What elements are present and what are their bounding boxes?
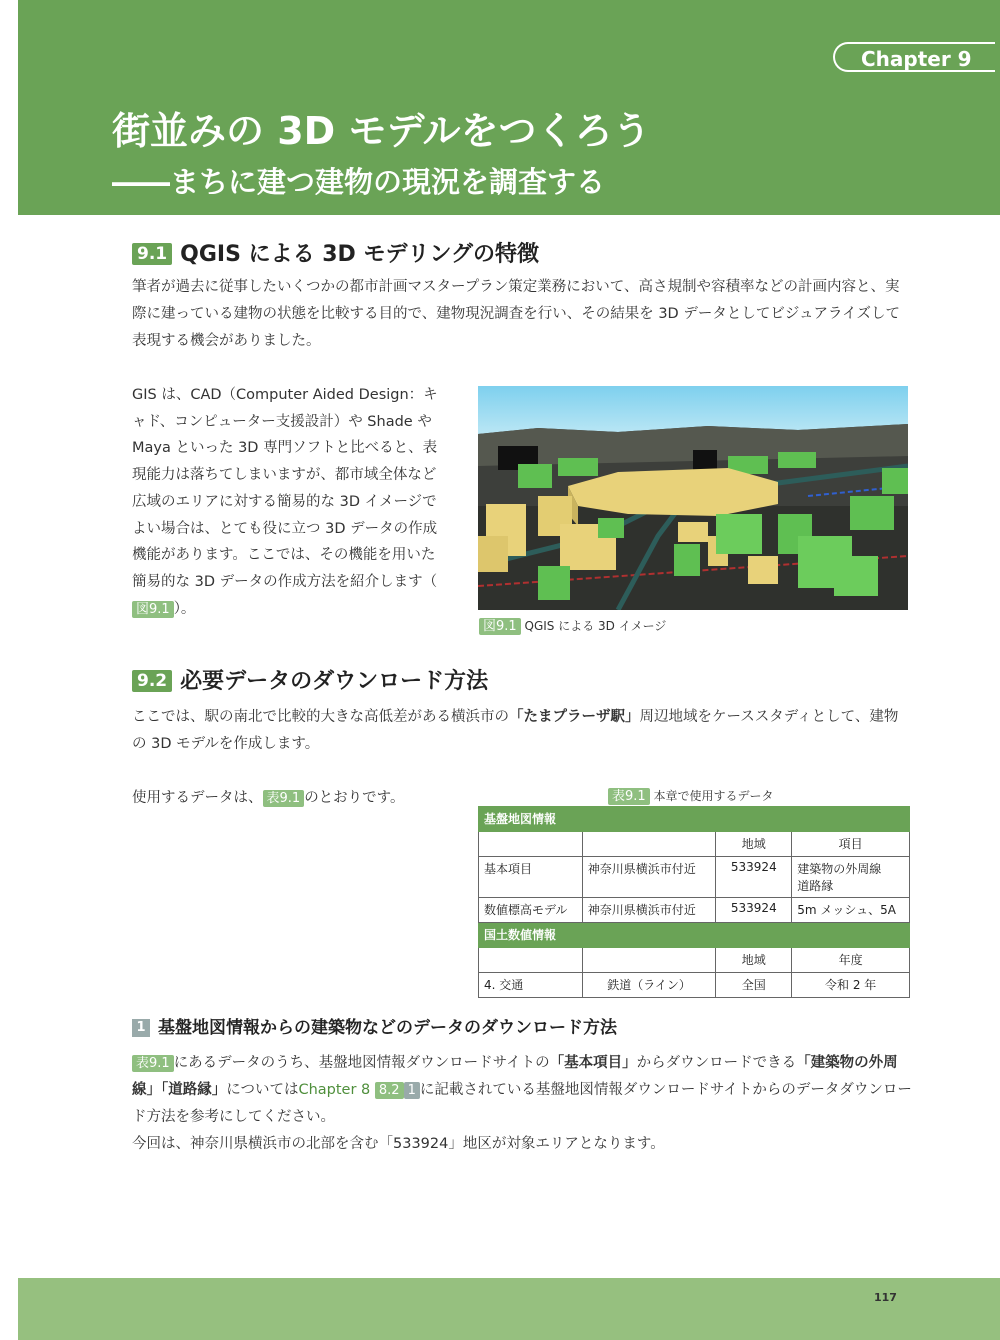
subsection-heading [132, 1013, 617, 1038]
table-cell: 神奈川県横浜市付近 [582, 857, 716, 898]
paragraph-text-last: 今回は、神奈川県横浜市の北部を含む「533924」地区が対象エリアとなります。 [132, 1136, 665, 1152]
section-reference[interactable]: 8.2 [375, 1082, 404, 1099]
table-group-heading: 基盤地図情報 [479, 807, 910, 832]
station-name: 「たまプラーザ駅」 [509, 709, 640, 725]
table-cell: 建築物の外周線 道路縁 [792, 857, 910, 898]
table-cell: 基本項目 [479, 857, 583, 898]
building-green [882, 468, 908, 494]
table-header-cell: 項目 [792, 832, 910, 857]
building-green [778, 452, 816, 468]
building-dark [693, 450, 717, 470]
chapter-reference[interactable]: Chapter 8 [298, 1082, 371, 1098]
table-row [479, 973, 910, 998]
building-yellow [478, 536, 508, 572]
figure-reference[interactable]: 図9.1 [132, 601, 174, 618]
building-green [850, 496, 894, 530]
table-cell: 5m メッシュ、5A [792, 898, 910, 923]
table-caption-text: 本章で使用するデータ [653, 789, 774, 803]
table-cell: 533924 [716, 898, 792, 923]
section-2-paragraph-1 [132, 704, 912, 758]
table-reference[interactable]: 表9.1 [263, 790, 305, 807]
figure-3d-city-image [478, 386, 908, 610]
building-yellow [748, 556, 778, 584]
section-1-paragraph-1: 筆者が過去に従事したいくつかの都市計画マスタープラン策定業務において、高さ規制や容積率などの計画内容と、実際に建っている建物の状態を比較する目的で、建物現況調査を行い、その結果を 3D データとしてビジュアライズして表現する機会がありました。 [132, 279, 900, 349]
3d-city-illustration [478, 386, 908, 610]
section-heading-9-2 [132, 664, 488, 695]
page-title: 街並みの 3D モデルをつくろう [112, 109, 651, 153]
emphasis-text: 「基本項目」 [549, 1055, 637, 1071]
table-cell: 全国 [716, 973, 792, 998]
table-reference[interactable]: 表9.1 [132, 1055, 174, 1072]
building-green [598, 518, 624, 538]
emphasis-text: 「建築物の外周線」「道路縁」 [132, 1055, 898, 1098]
table-cell: 鉄道（ライン） [582, 973, 716, 998]
table-header-row [479, 832, 910, 857]
building-green [674, 544, 700, 576]
paragraph-text: に記載されている基盤地図情報ダウンロードサイトからのデータダウンロード方法を参考にしてください。 [132, 1082, 912, 1125]
section-title: 必要データのダウンロード方法 [180, 669, 489, 694]
table-header-cell: 年度 [792, 948, 910, 973]
table-header-cell [479, 832, 583, 857]
table-row [479, 857, 910, 898]
section-1-paragraph-2 [132, 382, 447, 622]
subsection-number: 1 [132, 1019, 150, 1037]
section-2-paragraph-2 [132, 785, 452, 812]
paragraph-text-end: ）。 [173, 600, 196, 617]
table-row [479, 898, 910, 923]
building-green [538, 566, 570, 600]
building-green [518, 464, 552, 488]
subsection-title: 基盤地図情報からの建築物などのデータのダウンロード方法 [158, 1018, 617, 1038]
table-header-cell [582, 832, 716, 857]
page-number: 117 [874, 1291, 897, 1304]
paragraph-text: ここでは、駅の南北で比較的大きな高低差がある横浜市の [132, 709, 509, 725]
chapter-tag: Chapter 9 [833, 42, 995, 72]
table-cell: 令和 2 年 [792, 973, 910, 998]
building-green [834, 556, 878, 596]
paragraph-text: にあるデータのうち、基盤地図情報ダウンロードサイトの [173, 1055, 550, 1071]
table-cell: 4. 交通 [479, 973, 583, 998]
section-number: 9.1 [132, 243, 172, 265]
subsection-reference[interactable]: 1 [404, 1082, 420, 1099]
section-number: 9.2 [132, 670, 172, 692]
page-subtitle: ――まちに建つ建物の現況を調査する [112, 165, 606, 199]
paragraph-text: 使用するデータは、 [132, 790, 263, 806]
table-cell: 数値標高モデル [479, 898, 583, 923]
section-title: QGIS による 3D モデリングの特徴 [180, 242, 540, 267]
table-header-cell: 地域 [716, 948, 792, 973]
table-header-cell [479, 948, 583, 973]
building-green [716, 514, 762, 554]
section-heading-9-1 [132, 237, 539, 268]
paragraph-text-2: 周辺地域をケーススタディとして、建物の 3D モデルを作成します。 [132, 709, 899, 752]
figure-label: 図9.1 [479, 618, 521, 635]
data-table [478, 806, 910, 998]
building-green [558, 458, 598, 476]
table-header-cell: 地域 [716, 832, 792, 857]
subsection-paragraph [132, 1050, 912, 1158]
table-group-heading: 国土数値情報 [479, 923, 910, 948]
table-cell: 533924 [716, 857, 792, 898]
paragraph-text: からダウンロードできる [636, 1055, 797, 1071]
building-yellow [678, 522, 708, 542]
table-cell: 神奈川県横浜市付近 [582, 898, 716, 923]
figure-caption-text: QGIS による 3D イメージ [524, 619, 667, 633]
table-label: 表9.1 [608, 788, 650, 805]
table-caption [608, 787, 774, 805]
figure-caption [479, 617, 666, 635]
footer-band [18, 1278, 1000, 1340]
paragraph-text: GIS は、CAD（Computer Aided Design：キャド、コンピューター支援設計）や Shade や Maya といった 3D 専門ソフトと比べると、表現能力は落ちてしまいますが、都市域全体など広域のエリアに対する簡易的な 3D イメージでよい場合は、とても役に立つ 3D データの作成機能があります。ここでは、その機能を用いた簡易的な 3D データの作成方法を紹介します（ [132, 387, 438, 590]
paragraph-text: については [226, 1082, 299, 1098]
table-header-row [479, 948, 910, 973]
paragraph-text-end: のとおりです。 [304, 790, 405, 806]
table-header-cell [582, 948, 716, 973]
